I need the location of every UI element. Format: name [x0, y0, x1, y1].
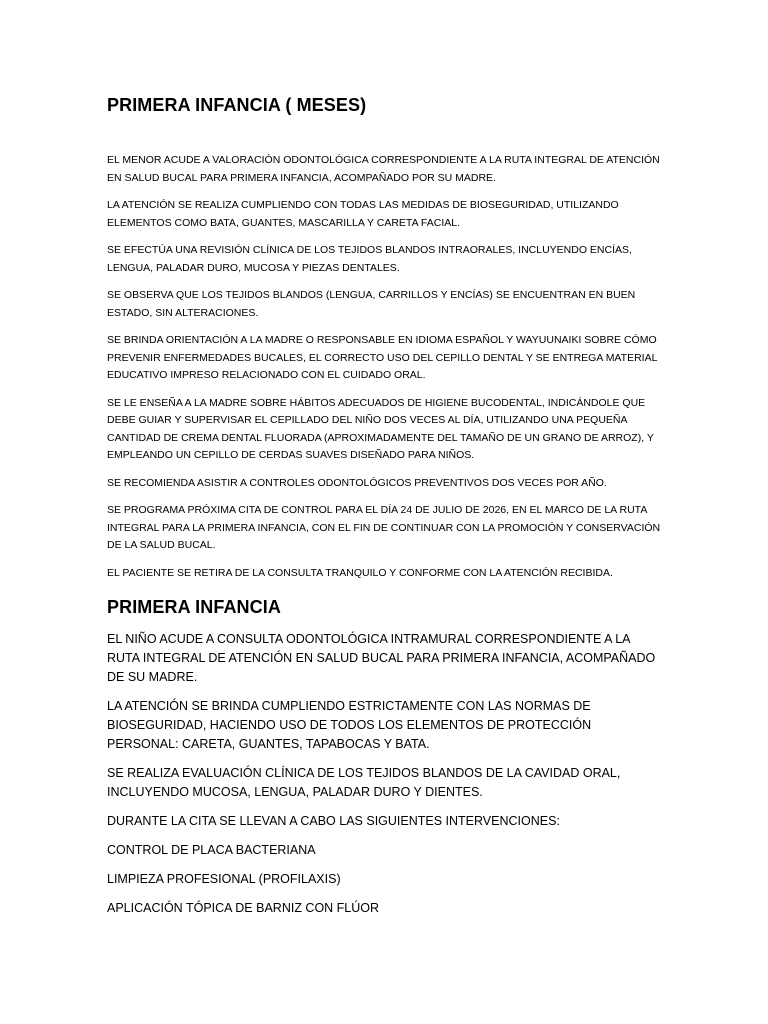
list-item: LIMPIEZA PROFESIONAL (PROFILAXIS) [107, 872, 341, 886]
paragraph-valoracion: EL MENOR ACUDE A VALORACIÓN ODONTOLÓGICA CORRESPONDIENTE A LA RUTA INTEGRAL DE ATENCIÓN EN SALUD BUCAL PARA PRIMERA INFANCIA, ACOMPAÑADO POR SU MADRE. [107, 154, 660, 184]
paragraph-bioseguridad: LA ATENCIÓN SE BRINDA CUMPLIENDO ESTRICTAMENTE CON LAS NORMAS DE BIOSEGURIDAD, HACIENDO USO DE TODOS LOS ELEMENTOS DE PROTECCIÓN PERSONAL: CARETA, GUANTES, TAPABOCAS Y BATA. [107, 699, 592, 751]
section-heading: PRIMERA INFANCIA ( MESES) [107, 95, 367, 115]
section-heading: PRIMERA INFANCIA [107, 597, 281, 617]
list-item: APLICACIÓN TÓPICA DE BARNIZ CON FLÚOR [107, 901, 380, 915]
paragraph-higiene: SE LE ENSEÑA A LA MADRE SOBRE HÁBITOS ADECUADOS DE HIGIENE BUCODENTAL, INDICÁNDOLE QUE DEBE GUIAR Y SUPERVISAR EL CEPILLADO DEL NIÑO DOS VECES AL DÍA, UTILIZANDO UNA PEQUEÑA CANTIDAD DE CREMA DENTAL FLUORADA (APROXIMADAMENTE DEL TAMAÑO DE UN GRANO DE ARROZ), Y EMPLEANDO UN CEPILLO DE CERDAS SUAVES DISEÑADO PARA NIÑOS. [107, 396, 654, 461]
paragraph-orientacion: SE BRINDA ORIENTACIÓN A LA MADRE O RESPONSABLE EN IDIOMA ESPAÑOL Y WAYUUNAIKI SOBRE CÓMO PREVENIR ENFERMEDADES BUCALES, EL CORRECTO USO DEL CEPILLO DENTAL Y SE ENTREGA MATERIAL EDUCATIVO IMPRESO RELACIONADO CON EL CUIDADO ORAL. [107, 334, 658, 381]
list-item: CONTROL DE PLACA BACTERIANA [107, 843, 316, 857]
paragraph-revision-clinica: SE EFECTÚA UNA REVISIÓN CLÍNICA DE LOS TEJIDOS BLANDOS INTRAORALES, INCLUYENDO ENCÍAS, LENGUA, PALADAR DURO, MUCOSA Y PIEZAS DENTALES. [107, 244, 632, 274]
section-primera-infancia [107, 594, 663, 918]
paragraph-bioseguridad: LA ATENCIÓN SE REALIZA CUMPLIENDO CON TODAS LAS MEDIDAS DE BIOSEGURIDAD, UTILIZANDO ELEMENTOS COMO BATA, GUANTES, MASCARILLA Y CARETA FACIAL. [107, 199, 619, 229]
paragraph-intervenciones: DURANTE LA CITA SE LLEVAN A CABO LAS SIGUIENTES INTERVENCIONES: [107, 814, 560, 828]
paragraph-proxima-cita: SE PROGRAMA PRÓXIMA CITA DE CONTROL PARA EL DÍA 24 DE JULIO DE 2026, EN EL MARCO DE LA RUTA INTEGRAL PARA LA PRIMERA INFANCIA, CON EL FIN DE CONTINUAR CON LA PROMOCIÓN Y CONSERVACIÓN DE LA SALUD BUCAL. [107, 504, 661, 551]
paragraph-consulta: EL NIÑO ACUDE A CONSULTA ODONTOLÓGICA INTRAMURAL CORRESPONDIENTE A LA RUTA INTEGRAL DE ATENCIÓN EN SALUD BUCAL PARA PRIMERA INFANCIA, ACOMPAÑADO DE SU MADRE. [107, 632, 656, 684]
paragraph-retiro: EL PACIENTE SE RETIRA DE LA CONSULTA TRANQUILO Y CONFORME CON LA ATENCIÓN RECIBIDA. [107, 566, 613, 579]
document-page [107, 92, 663, 928]
section-primera-infancia-meses [107, 92, 663, 582]
paragraph-tejidos-blandos: SE OBSERVA QUE LOS TEJIDOS BLANDOS (LENGUA, CARRILLOS Y ENCÍAS) SE ENCUENTRAN EN BUEN ESTADO, SIN ALTERACIONES. [107, 289, 636, 319]
paragraph-evaluacion: SE REALIZA EVALUACIÓN CLÍNICA DE LOS TEJIDOS BLANDOS DE LA CAVIDAD ORAL, INCLUYENDO MUCOSA, LENGUA, PALADAR DURO Y DIENTES. [107, 766, 621, 799]
paragraph-controles: SE RECOMIENDA ASISTIR A CONTROLES ODONTOLÓGICOS PREVENTIVOS DOS VECES POR AÑO. [107, 476, 607, 489]
